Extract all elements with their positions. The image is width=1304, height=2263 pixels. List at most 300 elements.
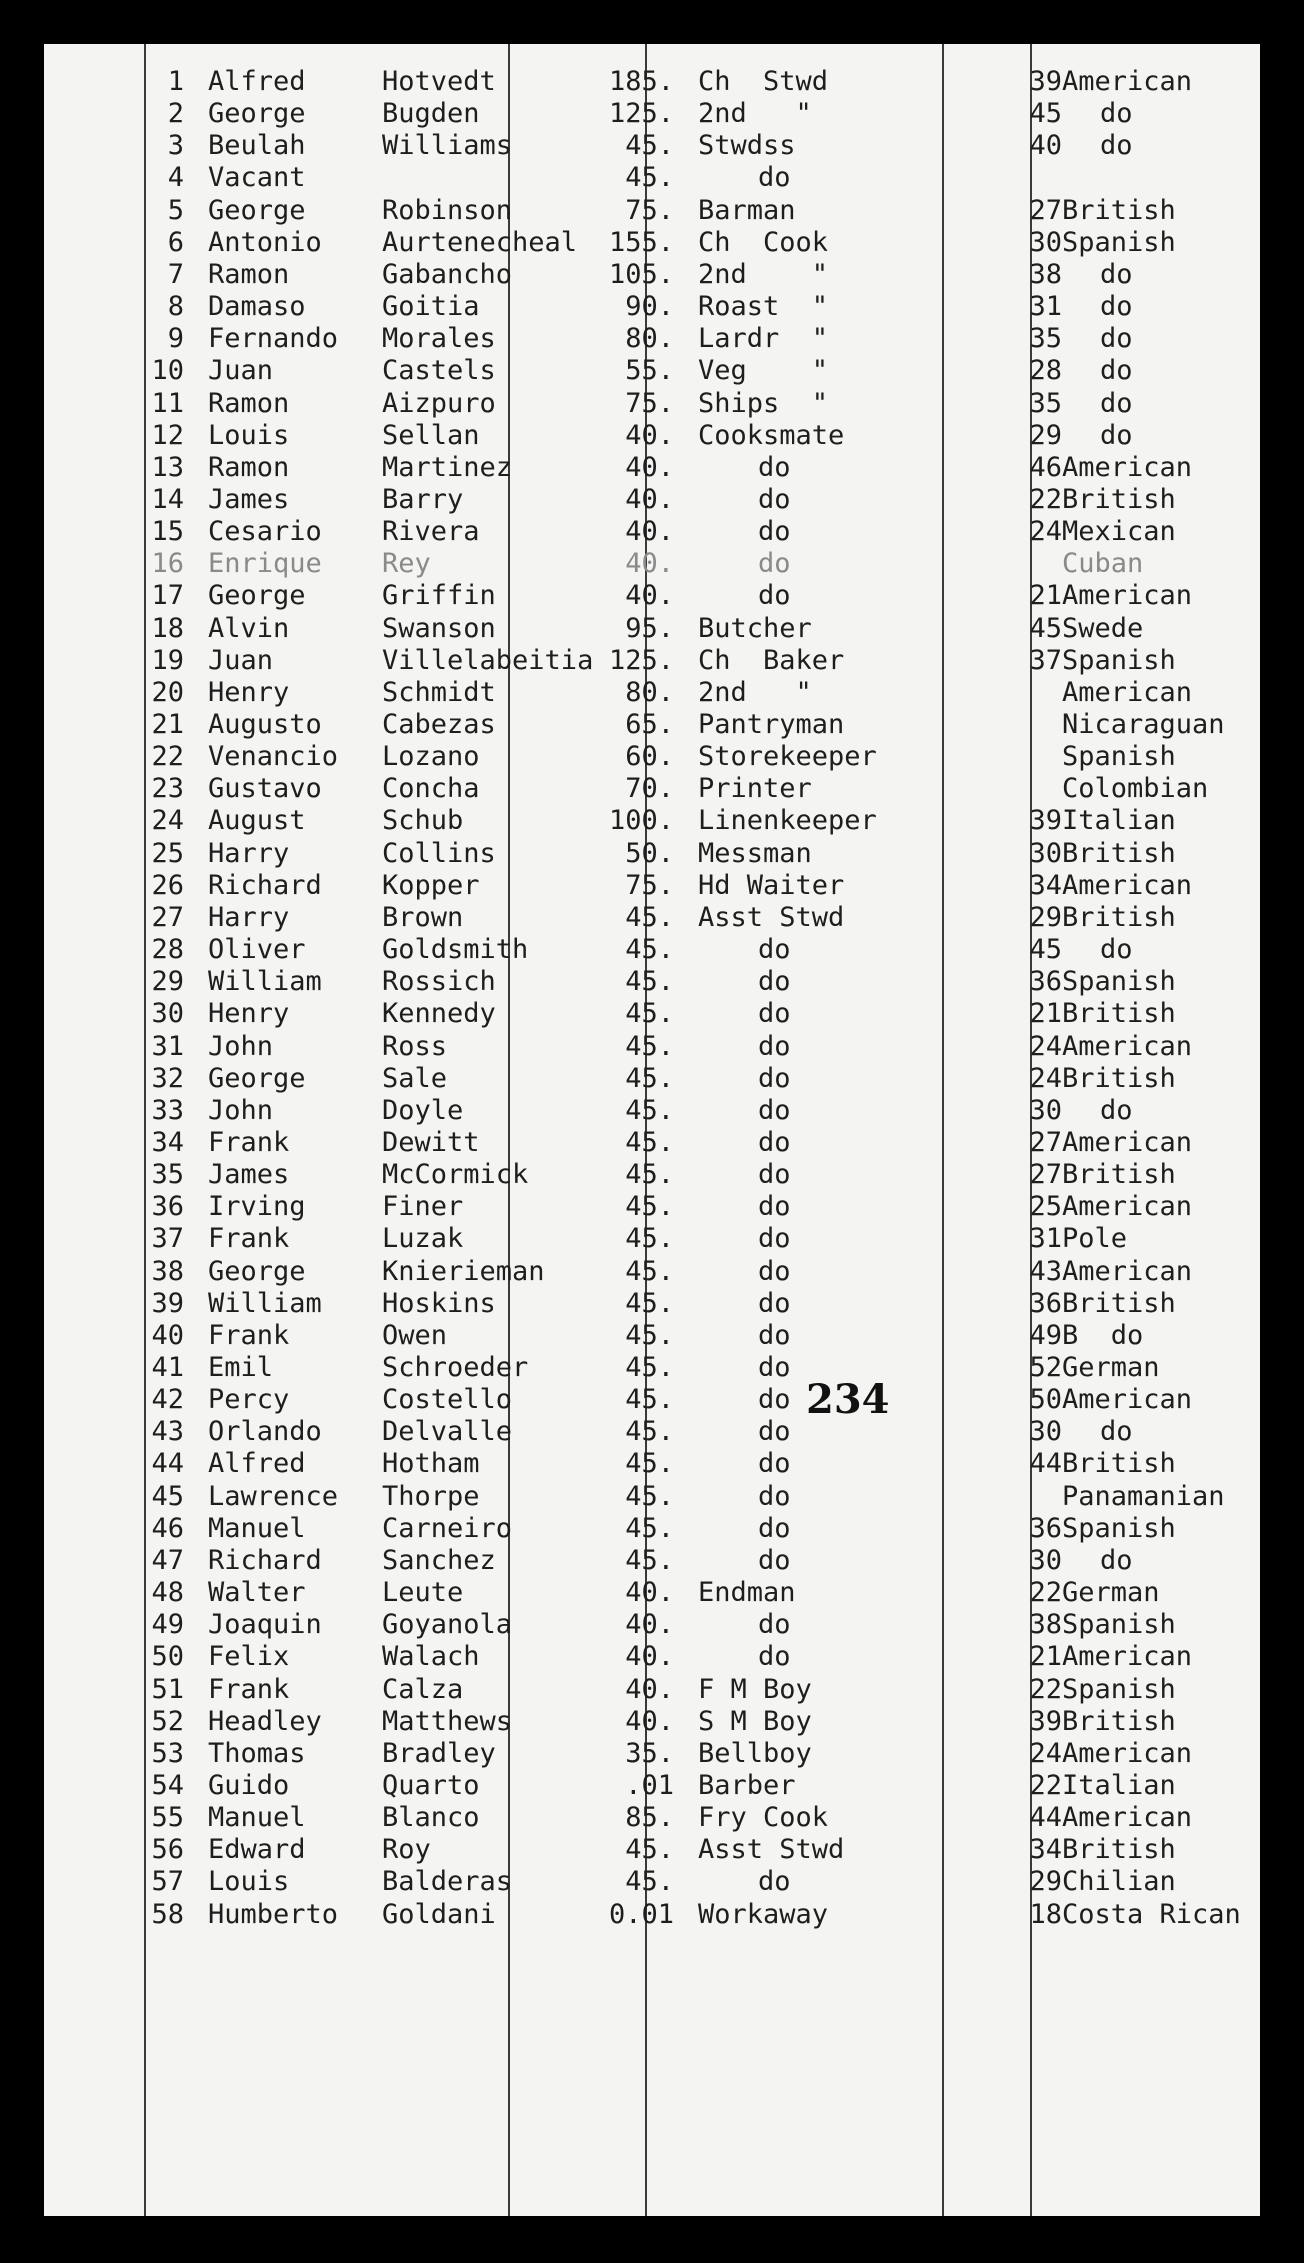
age: 21 (1029, 580, 1062, 612)
monthly-wage: 60. (625, 741, 674, 773)
first-name: Frank (208, 1319, 290, 1351)
nationality: German (1062, 1352, 1160, 1383)
crew-row (44, 1674, 1260, 1706)
monthly-wage: 45. (625, 1352, 674, 1383)
row-number: 27 (151, 901, 184, 933)
last-name: Ross (382, 1030, 448, 1062)
last-name: McCormick (382, 1159, 529, 1191)
nationality: American (1062, 66, 1193, 97)
first-name: Joaquin (208, 1609, 322, 1641)
rating: 2nd " (698, 676, 812, 708)
age: 30 (1029, 1094, 1062, 1126)
row-number: 7 (167, 258, 184, 290)
crew-row (44, 677, 1260, 709)
crew-row (44, 420, 1260, 452)
first-name: Manuel (208, 1802, 306, 1834)
first-name: George (208, 1255, 306, 1287)
row-number: 36 (151, 1191, 184, 1223)
nationality: Cuban (1062, 548, 1144, 580)
last-name: Goldani (382, 1898, 496, 1930)
first-name: Guido (208, 1769, 290, 1801)
rating: Roast " (698, 291, 829, 323)
first-name: Orlando (208, 1416, 322, 1448)
first-name: Ramon (208, 387, 290, 419)
row-number: 12 (151, 419, 184, 451)
rating: S M Boy (698, 1705, 812, 1737)
rating: do (758, 1094, 791, 1126)
age: 24 (1029, 1030, 1062, 1062)
crew-row (44, 516, 1260, 548)
rating: Bellboy (698, 1737, 812, 1769)
rating: F M Boy (698, 1673, 812, 1705)
age: 31 (1029, 1223, 1062, 1255)
monthly-wage: 95. (625, 612, 674, 644)
crew-row (44, 130, 1260, 162)
crew-row (44, 1256, 1260, 1288)
crew-row (44, 1384, 1260, 1416)
last-name: Dewitt (382, 1126, 480, 1158)
rating: Ships " (698, 387, 829, 419)
crew-row (44, 1770, 1260, 1802)
first-name: Emil (208, 1352, 274, 1383)
last-name: Goitia (382, 291, 480, 323)
first-name: Henry (208, 998, 290, 1030)
age: 30 (1029, 226, 1062, 258)
last-name: Collins (382, 837, 496, 869)
row-number: 35 (151, 1159, 184, 1191)
rating: do (758, 1223, 791, 1255)
first-name: George (208, 98, 306, 130)
monthly-wage: 55. (625, 355, 674, 387)
monthly-wage: 80. (625, 676, 674, 708)
age: 38 (1029, 258, 1062, 290)
nationality: British (1062, 483, 1176, 515)
rating: Barber (698, 1769, 796, 1801)
last-name: Villelabeitia (382, 644, 594, 676)
age: 29 (1029, 901, 1062, 933)
crew-row (44, 773, 1260, 805)
first-name: Louis (208, 419, 290, 451)
first-name: Ramon (208, 451, 290, 483)
nationality: do (1100, 1416, 1133, 1448)
nationality: do (1100, 387, 1133, 419)
monthly-wage: 40. (625, 548, 674, 580)
row-number: 20 (151, 676, 184, 708)
crew-row (44, 1802, 1260, 1834)
rating: Butcher (698, 612, 812, 644)
row-number: 8 (167, 291, 184, 323)
first-name: Gustavo (208, 773, 322, 805)
rating: Fry Cook (698, 1802, 829, 1834)
rating: do (758, 1030, 791, 1062)
first-name: Ramon (208, 258, 290, 290)
last-name: Robinson (382, 194, 513, 226)
row-number: 54 (151, 1769, 184, 1801)
row-number: 29 (151, 966, 184, 998)
rating: do (758, 548, 791, 580)
nationality: American (1062, 1641, 1193, 1673)
rating: Asst Stwd (698, 1834, 845, 1866)
row-number: 48 (151, 1577, 184, 1609)
row-number: 44 (151, 1448, 184, 1480)
first-name: Harry (208, 837, 290, 869)
nationality: British (1062, 1705, 1176, 1737)
row-number: 39 (151, 1287, 184, 1319)
crew-row (44, 1481, 1260, 1513)
rating: Messman (698, 837, 812, 869)
rating: do (758, 1544, 791, 1576)
crew-row (44, 66, 1260, 98)
age: 36 (1029, 1287, 1062, 1319)
crew-row (44, 645, 1260, 677)
age: 52 (1029, 1352, 1062, 1383)
monthly-wage: 35. (625, 1737, 674, 1769)
first-name: William (208, 966, 322, 998)
row-number: 4 (167, 162, 184, 194)
last-name: Brown (382, 901, 464, 933)
crew-row (44, 741, 1260, 773)
age: 45 (1029, 98, 1062, 130)
rating: do (758, 1062, 791, 1094)
nationality: do (1100, 355, 1133, 387)
age: 35 (1029, 323, 1062, 355)
first-name: Beulah (208, 130, 306, 162)
last-name: Cabezas (382, 709, 496, 740)
monthly-wage: 45. (625, 1544, 674, 1576)
nationality: British (1062, 1159, 1176, 1191)
nationality: British (1062, 1834, 1176, 1866)
row-number: 25 (151, 837, 184, 869)
monthly-wage: 40. (625, 451, 674, 483)
last-name: Griffin (382, 580, 496, 612)
rating: Barman (698, 194, 796, 226)
rating: Storekeeper (698, 741, 877, 773)
monthly-wage: 105. (608, 258, 674, 290)
row-number: 55 (151, 1802, 184, 1834)
age: 36 (1029, 1512, 1062, 1544)
nationality: American (1062, 580, 1193, 612)
nationality: Colombian (1062, 773, 1209, 805)
rating: do (758, 162, 791, 194)
crew-row (44, 548, 1260, 580)
age: 30 (1029, 837, 1062, 869)
monthly-wage: 45. (625, 1191, 674, 1223)
manifest-sheet (44, 44, 1260, 2216)
first-name: Louis (208, 1866, 290, 1898)
rating: do (758, 1866, 791, 1898)
nationality: do (1100, 291, 1133, 323)
crew-row (44, 162, 1260, 194)
age: 24 (1029, 516, 1062, 548)
monthly-wage: 45. (625, 1223, 674, 1255)
monthly-wage: 50. (625, 837, 674, 869)
last-name: Blanco (382, 1802, 480, 1834)
last-name: Martinez (382, 451, 513, 483)
nationality: American (1062, 676, 1193, 708)
rating: do (758, 1159, 791, 1191)
last-name: Carneiro (382, 1512, 513, 1544)
first-name: George (208, 1062, 306, 1094)
crew-row (44, 1095, 1260, 1127)
age: 45 (1029, 934, 1062, 966)
monthly-wage: 45. (625, 1159, 674, 1191)
page-number-stamp: 234 (806, 1376, 890, 1423)
last-name: Sale (382, 1062, 448, 1094)
row-number: 14 (151, 483, 184, 515)
first-name: John (208, 1030, 274, 1062)
monthly-wage: 45. (625, 1448, 674, 1480)
monthly-wage: 45. (625, 130, 674, 162)
monthly-wage: 45. (625, 998, 674, 1030)
rating: do (758, 1287, 791, 1319)
row-number: 17 (151, 580, 184, 612)
rating: do (758, 1126, 791, 1158)
last-name: Bradley (382, 1737, 496, 1769)
last-name: Gabancho (382, 258, 513, 290)
crew-row (44, 709, 1260, 741)
monthly-wage: 45. (625, 1287, 674, 1319)
row-number: 58 (151, 1898, 184, 1930)
first-name: August (208, 805, 306, 837)
age: 27 (1029, 194, 1062, 226)
monthly-wage: 90. (625, 291, 674, 323)
rating: Veg " (698, 355, 829, 387)
monthly-wage: 65. (625, 709, 674, 740)
first-name: Irving (208, 1191, 306, 1223)
rating: do (758, 998, 791, 1030)
nationality: Spanish (1062, 1609, 1176, 1641)
last-name: Rivera (382, 516, 480, 548)
row-number: 34 (151, 1126, 184, 1158)
rating: do (758, 966, 791, 998)
row-number: 53 (151, 1737, 184, 1769)
first-name: Manuel (208, 1512, 306, 1544)
rating: 2nd " (698, 98, 812, 130)
nationality: British (1062, 998, 1176, 1030)
row-number: 16 (151, 548, 184, 580)
nationality: American (1062, 869, 1193, 901)
first-name: Enrique (208, 548, 322, 580)
first-name: Antonio (208, 226, 322, 258)
age: 39 (1029, 1705, 1062, 1737)
rating: do (758, 1255, 791, 1287)
row-number: 30 (151, 998, 184, 1030)
crew-row (44, 1063, 1260, 1095)
crew-row (44, 805, 1260, 837)
row-number: 22 (151, 741, 184, 773)
nationality: Pole (1062, 1223, 1128, 1255)
last-name: Hotvedt (382, 66, 496, 97)
crew-row (44, 452, 1260, 484)
crew-row (44, 195, 1260, 227)
age: 34 (1029, 1834, 1062, 1866)
last-name: Costello (382, 1384, 513, 1416)
crew-row (44, 227, 1260, 259)
monthly-wage: 40. (625, 516, 674, 548)
age: 30 (1029, 1416, 1062, 1448)
nationality: Costa Rican (1062, 1898, 1241, 1930)
row-number: 37 (151, 1223, 184, 1255)
rating: do (758, 1384, 791, 1416)
last-name: Rossich (382, 966, 496, 998)
monthly-wage: 45. (625, 1866, 674, 1898)
row-number: 52 (151, 1705, 184, 1737)
first-name: Thomas (208, 1737, 306, 1769)
crew-row (44, 1513, 1260, 1545)
last-name: Aurtenecheal (382, 226, 578, 258)
crew-row (44, 1834, 1260, 1866)
crew-row (44, 1288, 1260, 1320)
crew-row (44, 613, 1260, 645)
age: 22 (1029, 1673, 1062, 1705)
last-name: Swanson (382, 612, 496, 644)
age: 49 (1029, 1319, 1062, 1351)
last-name: Concha (382, 773, 480, 805)
nationality: British (1062, 1287, 1176, 1319)
nationality: American (1062, 1126, 1193, 1158)
crew-row (44, 1866, 1260, 1898)
monthly-wage: 45. (625, 901, 674, 933)
age: 36 (1029, 966, 1062, 998)
age: 21 (1029, 1641, 1062, 1673)
monthly-wage: 45. (625, 1094, 674, 1126)
monthly-wage: 45. (625, 1480, 674, 1512)
last-name: Goldsmith (382, 934, 529, 966)
last-name: Leute (382, 1577, 464, 1609)
rating: Stwdss (698, 130, 796, 162)
last-name: Schroeder (382, 1352, 529, 1383)
rating: do (758, 1609, 791, 1641)
last-name: Kopper (382, 869, 480, 901)
first-name: Frank (208, 1673, 290, 1705)
monthly-wage: 45. (625, 1384, 674, 1416)
rating: Lardr " (698, 323, 829, 355)
crew-row (44, 1448, 1260, 1480)
rating: do (758, 451, 791, 483)
last-name: Finer (382, 1191, 464, 1223)
nationality: Spanish (1062, 966, 1176, 998)
nationality: Spanish (1062, 1673, 1176, 1705)
row-number: 6 (167, 226, 184, 258)
row-number: 46 (151, 1512, 184, 1544)
crew-row (44, 1127, 1260, 1159)
first-name: Henry (208, 676, 290, 708)
last-name: Morales (382, 323, 496, 355)
nationality: Italian (1062, 805, 1176, 837)
row-number: 57 (151, 1866, 184, 1898)
age: 22 (1029, 1577, 1062, 1609)
first-name: Walter (208, 1577, 306, 1609)
nationality: Chilian (1062, 1866, 1176, 1898)
crew-row (44, 1706, 1260, 1738)
monthly-wage: 100. (608, 805, 674, 837)
crew-row (44, 1641, 1260, 1673)
row-number: 41 (151, 1352, 184, 1383)
rating: Ch Baker (698, 644, 845, 676)
row-number: 51 (151, 1673, 184, 1705)
row-number: 3 (167, 130, 184, 162)
nationality: Panamanian (1062, 1480, 1225, 1512)
first-name: Augusto (208, 709, 322, 740)
crew-row (44, 838, 1260, 870)
age: 21 (1029, 998, 1062, 1030)
crew-row (44, 870, 1260, 902)
rating: do (758, 1448, 791, 1480)
row-number: 28 (151, 934, 184, 966)
monthly-wage: 125. (608, 98, 674, 130)
monthly-wage: 45. (625, 934, 674, 966)
first-name: Humberto (208, 1898, 339, 1930)
monthly-wage: 85. (625, 1802, 674, 1834)
nationality: B do (1062, 1319, 1144, 1351)
crew-row (44, 1320, 1260, 1352)
first-name: Damaso (208, 291, 306, 323)
rating: Endman (698, 1577, 796, 1609)
nationality: do (1100, 130, 1133, 162)
crew-row (44, 1352, 1260, 1384)
monthly-wage: 40. (625, 1705, 674, 1737)
monthly-wage: 0.01 (608, 1898, 674, 1930)
first-name: Venancio (208, 741, 339, 773)
crew-row (44, 580, 1260, 612)
nationality: Italian (1062, 1769, 1176, 1801)
crew-row (44, 966, 1260, 998)
row-number: 33 (151, 1094, 184, 1126)
first-name: William (208, 1287, 322, 1319)
age: 18 (1029, 1898, 1062, 1930)
crew-row (44, 902, 1260, 934)
nationality: do (1100, 98, 1133, 130)
nationality: American (1062, 451, 1193, 483)
nationality: British (1062, 901, 1176, 933)
age: 28 (1029, 355, 1062, 387)
row-number: 31 (151, 1030, 184, 1062)
last-name: Sellan (382, 419, 480, 451)
last-name: Walach (382, 1641, 480, 1673)
age: 30 (1029, 1544, 1062, 1576)
row-number: 26 (151, 869, 184, 901)
last-name: Aizpuro (382, 387, 496, 419)
rating: do (758, 934, 791, 966)
nationality: British (1062, 837, 1176, 869)
rating: Linenkeeper (698, 805, 877, 837)
monthly-wage: 75. (625, 387, 674, 419)
nationality: Spanish (1062, 644, 1176, 676)
monthly-wage: 155. (608, 226, 674, 258)
monthly-wage: 40. (625, 1577, 674, 1609)
row-number: 2 (167, 98, 184, 130)
nationality: Mexican (1062, 516, 1176, 548)
age: 27 (1029, 1126, 1062, 1158)
crew-row (44, 291, 1260, 323)
crew-row (44, 98, 1260, 130)
nationality: do (1100, 419, 1133, 451)
first-name: John (208, 1094, 274, 1126)
row-number: 10 (151, 355, 184, 387)
rating: Hd Waiter (698, 869, 845, 901)
nationality: do (1100, 934, 1133, 966)
last-name: Kennedy (382, 998, 496, 1030)
monthly-wage: 45. (625, 1512, 674, 1544)
row-number: 5 (167, 194, 184, 226)
first-name: Fernando (208, 323, 339, 355)
nationality: American (1062, 1802, 1193, 1834)
rating: Printer (698, 773, 812, 805)
first-name: Alfred (208, 66, 306, 97)
first-name: George (208, 580, 306, 612)
first-name: Frank (208, 1126, 290, 1158)
nationality: do (1100, 323, 1133, 355)
